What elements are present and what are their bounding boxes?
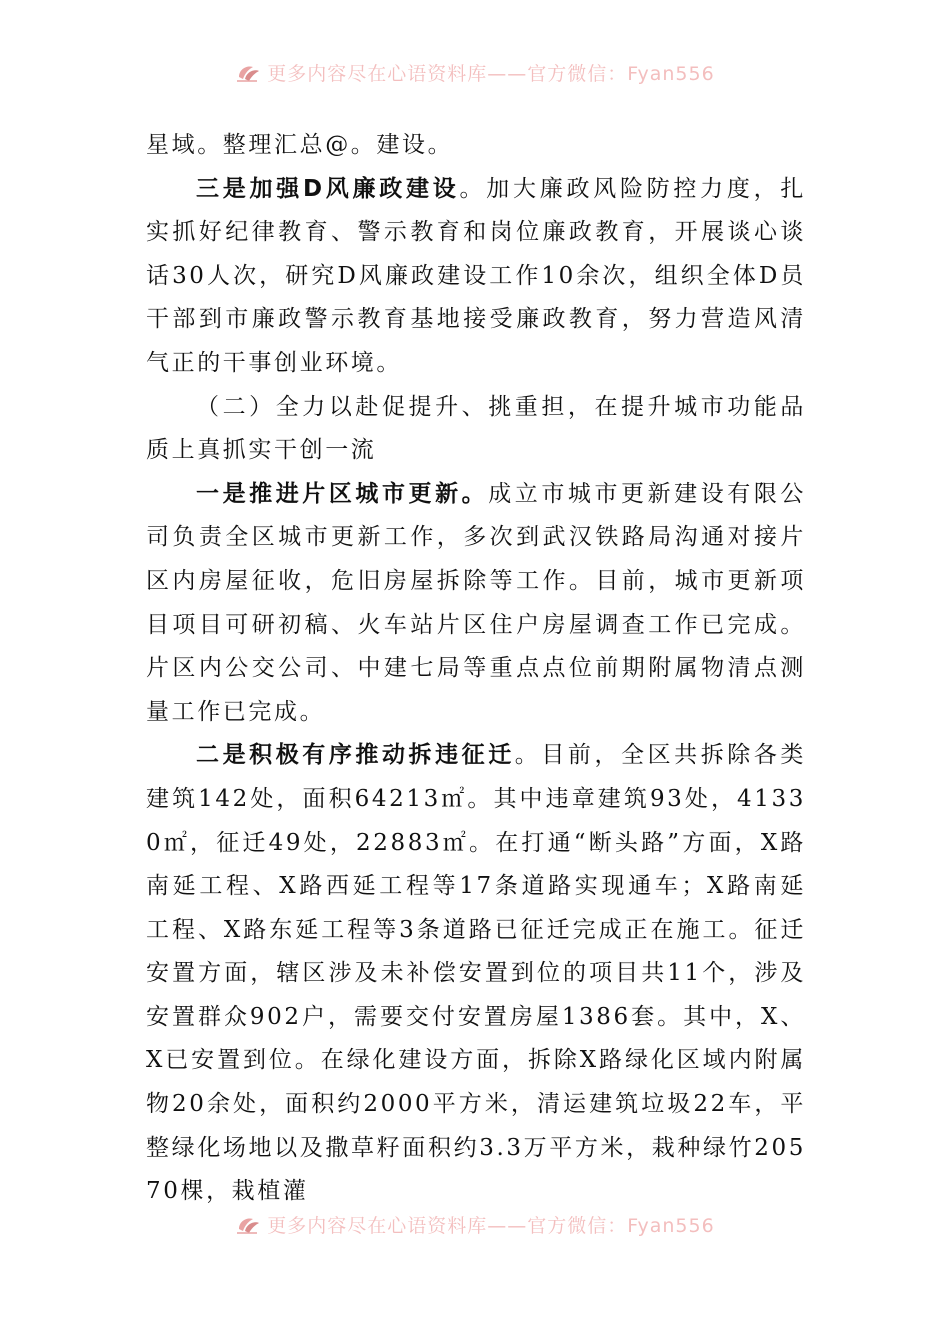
paragraph-lead: 三是加强D风廉政建设 [196, 175, 460, 202]
header-watermark [0, 52, 950, 92]
watermark-text: 更多内容尽在心语资料库——官方微信：Fyan556 [267, 62, 715, 85]
paragraph-text: 。加大廉政风险防控力度，扎实抓好纪律教育、警示教育和岗位廉政教育，开展谈心谈话30人次，研究D风廉政建设工作10余次，组织全体D员干部到市廉政警示教育基地接受廉政教育，努力营造风清气正的干事创业环境。 [146, 175, 806, 376]
paragraph-party-integrity [146, 168, 806, 386]
paragraph-text: 成立市城市更新建设有限公司负责全区城市更新工作，多次到武汉铁路局沟通对接片区内房屋征收，危旧房屋拆除等工作。目前，城市更新项目项目可研初稿、火车站片区住户房屋调查工作已完成。片区内公交公司、中建七局等重点点位前期附属物清点测量工作已完成。 [146, 480, 806, 725]
section-heading [146, 386, 806, 473]
sprout-logo-icon [235, 1213, 261, 1235]
document-body [146, 124, 806, 1214]
paragraph-demolition [146, 734, 806, 1214]
paragraph-continuation [146, 124, 806, 168]
footer-watermark [0, 1204, 950, 1244]
paragraph-text: 。目前，全区共拆除各类建筑142处，面积64213㎡。其中违章建筑93处，41330㎡，征迁49处，22883㎡。在打通“断头路”方面，X路南延工程、X路西延工程等17条道路实现通车；X路南延工程、X路东延工程等3条道路已征迁完成正在施工。征迁安置方面，辖区涉及未补偿安置到位的项目共11个，涉及安置群众902户，需要交付安置房屋1386套。其中，X、X已安置到位。在绿化建设方面，拆除X路绿化区域内附属物20余处，面积约2000平方米，清运建筑垃圾22车，平整绿化场地以及撒草籽面积约3.3万平方米，栽种绿竹20570棵，栽植灌 [146, 742, 806, 1205]
paragraph-lead: 一是推进片区城市更新。 [196, 480, 489, 507]
sprout-logo-icon [235, 61, 261, 83]
paragraph-text: （二）全力以赴促提升、挑重担，在提升城市功能品质上真抓实干创一流 [146, 393, 806, 464]
paragraph-lead: 二是积极有序推动拆违征迁 [196, 742, 515, 769]
paragraph-text: 星域。整理汇总@。建设。 [146, 132, 454, 158]
watermark-text: 更多内容尽在心语资料库——官方微信：Fyan556 [267, 1214, 715, 1237]
paragraph-urban-renewal [146, 473, 806, 735]
